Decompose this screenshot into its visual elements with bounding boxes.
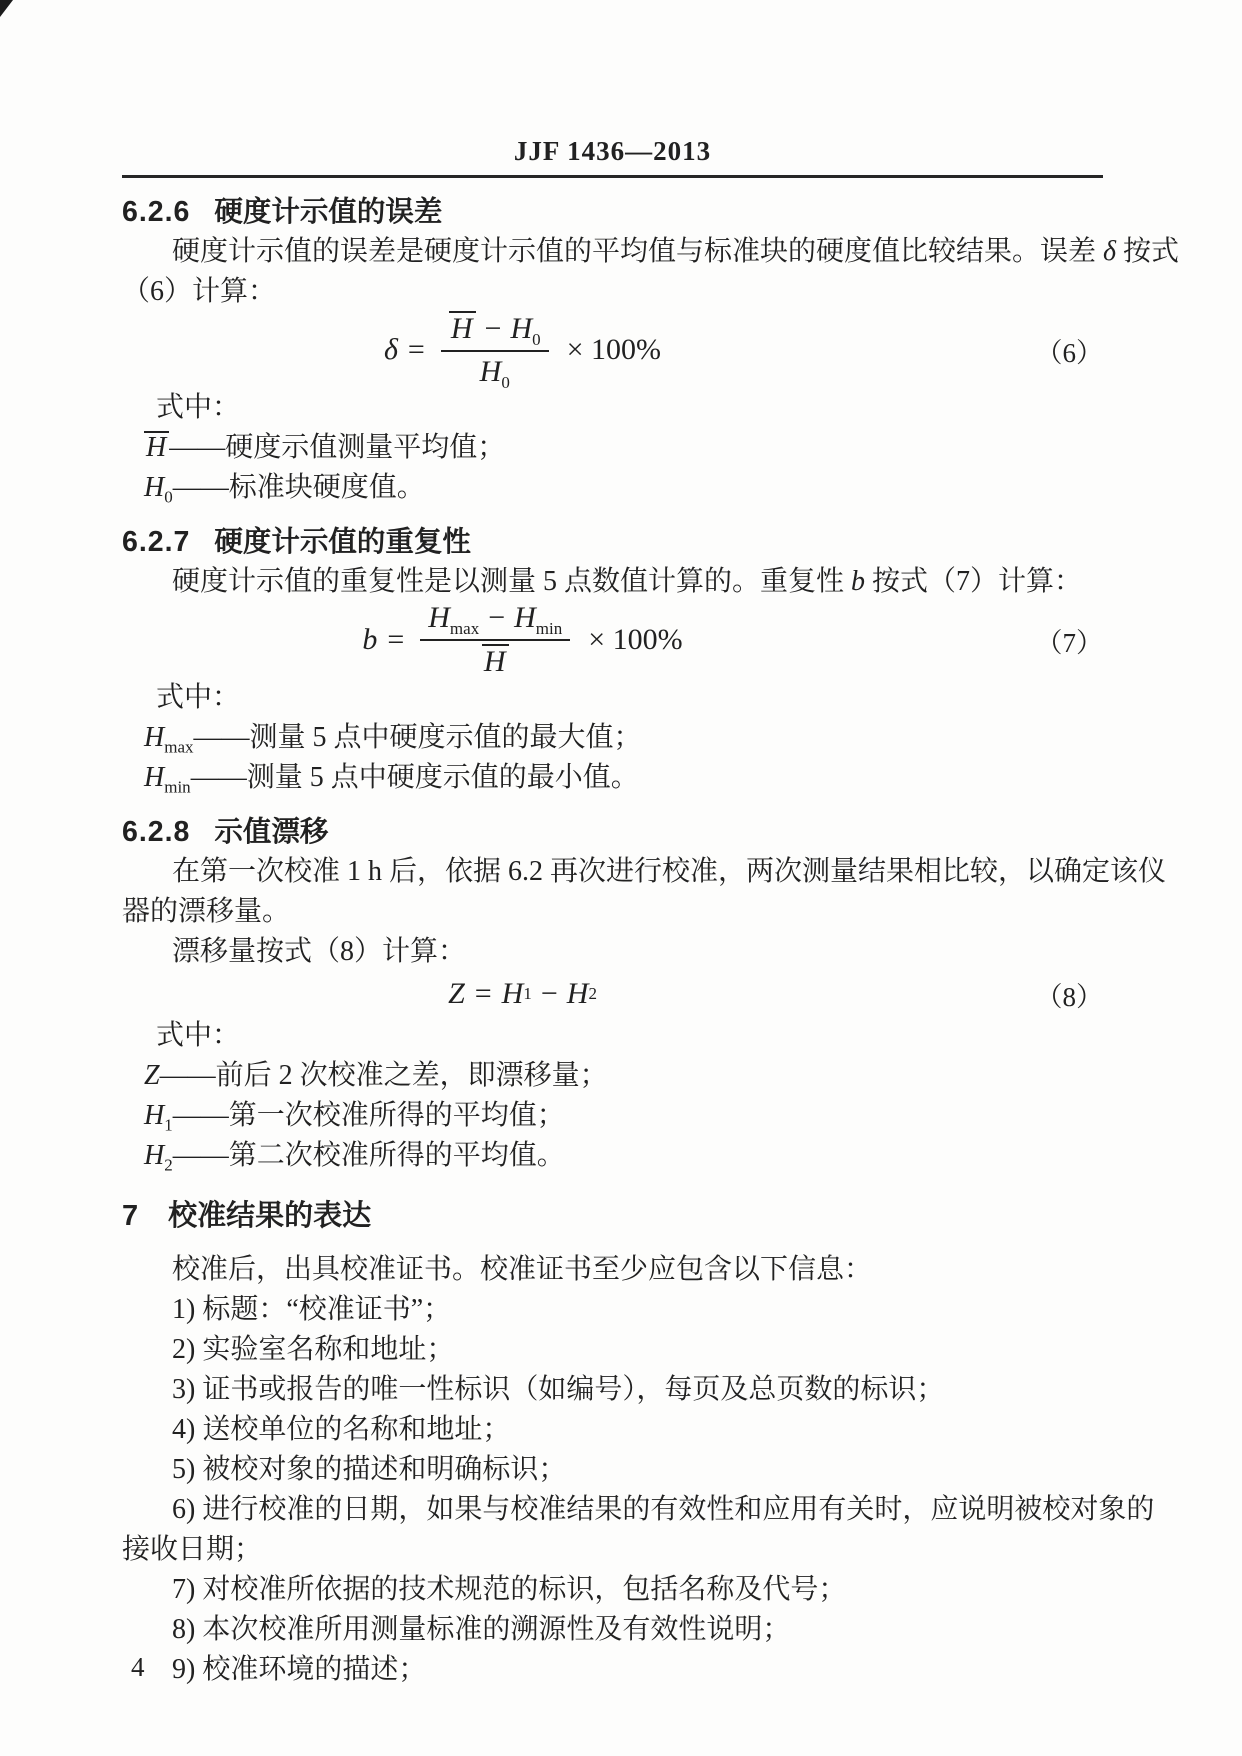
definition-h2 xyxy=(122,1136,1103,1176)
times-100-percent: × 100% xyxy=(588,623,683,656)
var-delta: δ xyxy=(1103,236,1117,267)
definition-text: ——硬度示值测量平均值； xyxy=(169,432,506,463)
definition-text: ——测量 5 点中硬度示值的最大值； xyxy=(193,722,642,753)
var-h-max: H xyxy=(144,722,165,753)
var-h-max: H xyxy=(428,601,450,634)
definition-h1 xyxy=(122,1096,1103,1136)
section-title: 硬度计示值的重复性 xyxy=(214,526,471,558)
equation-number-7: （7） xyxy=(1035,627,1103,658)
fraction-numerator xyxy=(441,311,549,352)
page-header xyxy=(122,138,1103,165)
fraction xyxy=(441,311,549,392)
section-heading-6-2-8 xyxy=(122,812,1103,852)
definition-h-max xyxy=(122,718,1103,758)
minus-sign: − xyxy=(488,601,506,634)
definition-text: ——测量 5 点中硬度示值的最小值。 xyxy=(190,762,639,793)
paragraph-6-2-7 xyxy=(122,562,1103,602)
list-item-7: 7) 对校准所依据的技术规范的标识，包括名称及代号； xyxy=(172,1574,847,1605)
section-number: 7 xyxy=(122,1200,139,1232)
section-title: 校准结果的表达 xyxy=(168,1200,372,1232)
list-item-1: 1) 标题：“校准证书”； xyxy=(172,1294,452,1325)
paragraph-text: 按式 xyxy=(1116,236,1180,267)
equation-8 xyxy=(122,972,1103,1016)
list-item-2: 2) 实验室名称和地址； xyxy=(172,1334,455,1365)
where-label: 式中： xyxy=(156,1020,241,1051)
var-h0: H xyxy=(510,312,533,345)
list-item-5: 5) 被校对象的描述和明确标识； xyxy=(172,1454,567,1485)
var-h0: H xyxy=(479,354,502,388)
var-h2: H xyxy=(566,977,589,1010)
doc-code: JJF 1436—2013 xyxy=(513,136,712,166)
subscript: 1 xyxy=(164,1115,173,1135)
var-h-bar: H xyxy=(482,644,509,678)
definition-text: ——第一次校准所得的平均值； xyxy=(172,1100,565,1131)
section-number: 6.2.7 xyxy=(122,526,191,558)
list-item-6-line2: 接收日期； xyxy=(122,1534,263,1565)
paragraph-6-2-6-line1 xyxy=(122,232,1180,272)
section-heading-6-2-7 xyxy=(122,522,1103,562)
section-title: 硬度计示值的误差 xyxy=(214,196,443,228)
paragraph-text: （6）计算： xyxy=(122,276,277,307)
subscript: max xyxy=(449,619,480,638)
equation-7 xyxy=(122,602,1103,678)
var-h1: H xyxy=(501,977,524,1010)
where-label: 式中： xyxy=(156,392,241,423)
page-number: 4 xyxy=(131,1652,145,1682)
var-h-min: H xyxy=(514,601,536,634)
list-item-3: 3) 证书或报告的唯一性标识（如编号），每页及总页数的标识； xyxy=(172,1374,945,1405)
paragraph-6-2-6-line2 xyxy=(122,272,1103,312)
equation-8-body: Z = H 1 − H 2 xyxy=(448,977,597,1010)
fraction xyxy=(420,601,570,679)
equation-6 xyxy=(122,312,1103,392)
var-b: b xyxy=(362,623,378,656)
definition-h-bar xyxy=(122,428,1103,468)
definition-text: ——标准块硬度值。 xyxy=(172,472,425,503)
var-z: Z xyxy=(144,1060,160,1091)
subscript: 2 xyxy=(164,1155,173,1175)
section-heading-6-2-6 xyxy=(122,192,1103,232)
minus-sign: − xyxy=(484,312,502,345)
section-title: 示值漂移 xyxy=(214,816,329,848)
var-h2: H xyxy=(144,1140,165,1171)
var-h-min: H xyxy=(144,762,165,793)
definition-text: ——第二次校准所得的平均值。 xyxy=(172,1140,565,1171)
subscript: min xyxy=(535,619,563,638)
definition-h-min xyxy=(122,758,1103,798)
equals-sign: = xyxy=(474,977,492,1010)
paragraph-6-2-8-line1: 在第一次校准 1 h 后，依据 6.2 再次进行校准，两次测量结果相比较，以确定该仪 xyxy=(172,856,1167,887)
var-h-bar: H xyxy=(144,431,169,463)
subscript: 0 xyxy=(164,487,173,507)
equation-number-8: （8） xyxy=(1035,981,1103,1012)
list-item-9: 9) 校准环境的描述； xyxy=(172,1654,427,1685)
definition-z xyxy=(122,1056,1103,1096)
subscript: 0 xyxy=(532,330,541,349)
list-item-8: 8) 本次校准所用测量标准的溯源性及有效性说明； xyxy=(172,1614,791,1645)
paragraph-6-2-8-line2: 器的漂移量。 xyxy=(122,896,291,927)
equation-number-6: （6） xyxy=(1035,337,1103,368)
scan-artifact xyxy=(0,0,13,17)
equation-6-body xyxy=(70,311,975,392)
paragraph-7-intro: 校准后，出具校准证书。校准证书至少应包含以下信息： xyxy=(172,1254,873,1285)
var-z: Z xyxy=(448,977,465,1010)
subscript: 0 xyxy=(501,372,510,392)
minus-sign: − xyxy=(540,977,558,1010)
times-100-percent: × 100% xyxy=(566,333,662,366)
paragraph-text: 按式（7）计算： xyxy=(865,566,1083,597)
var-h0: H xyxy=(144,472,165,503)
section-number: 6.2.8 xyxy=(122,816,191,848)
header-rule xyxy=(122,175,1103,178)
equation-7-body xyxy=(70,601,975,679)
list-item-4: 4) 送校单位的名称和地址； xyxy=(172,1414,511,1445)
definition-text: ——前后 2 次校准之差，即漂移量； xyxy=(159,1060,608,1091)
fraction-numerator xyxy=(420,601,570,641)
definition-h0 xyxy=(122,468,1103,508)
var-h1: H xyxy=(144,1100,165,1131)
fraction-denominator xyxy=(482,641,509,680)
paragraph-text: 硬度计示值的误差是硬度计示值的平均值与标准块的硬度值比较结果。误差 xyxy=(172,236,1104,267)
var-h-bar: H xyxy=(449,311,476,345)
equals-sign: = xyxy=(387,623,405,656)
section-heading-7 xyxy=(122,1196,1103,1236)
where-label: 式中： xyxy=(156,682,241,713)
var-delta: δ xyxy=(383,333,398,366)
section-number: 6.2.6 xyxy=(122,196,191,228)
equals-sign: = xyxy=(407,333,425,366)
fraction-denominator xyxy=(480,352,510,390)
paragraph-6-2-8-line3: 漂移量按式（8）计算： xyxy=(172,936,467,967)
paragraph-text: 硬度计示值的重复性是以测量 5 点数值计算的。重复性 xyxy=(172,566,852,597)
subscript: min xyxy=(164,777,191,797)
var-b: b xyxy=(851,566,866,597)
subscript: max xyxy=(164,737,194,757)
list-item-6-line1: 6) 进行校准的日期，如果与校准结果的有效性和应用有关时，应说明被校对象的 xyxy=(172,1494,1155,1525)
